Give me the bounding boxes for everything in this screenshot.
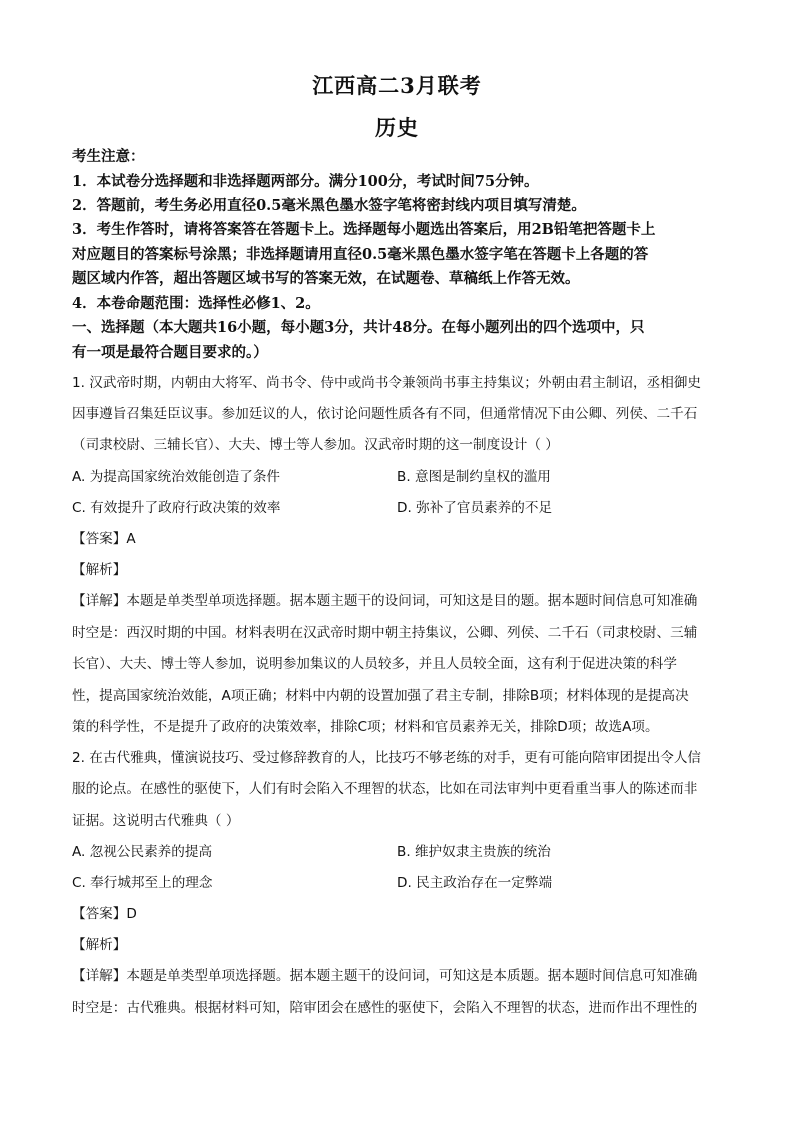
section-heading: 一、选择题（本大题共16小题，每小题3分，共计48分。在每小题列出的四个选项中，只 [72,319,645,336]
analysis-label: 【解析】 [72,937,127,953]
question-stem: 2. 在古代雅典，懂演说技巧、受过修辞教育的人，比技巧不够老练的对手，更有可能向陪审团提出令人信 [72,750,702,766]
question-stem: 因事遵旨召集廷臣议事。参加廷议的人，依讨论问题性质各有不同，但通常情况下由公卿、列侯、二千石 [72,406,698,422]
detail-line: 【详解】本题是单类型单项选择题。据本题主题干的设问词，可知这是本质题。据本题时间信息可知准确 [72,968,698,984]
notice-line: 1．本试卷分选择题和非选择题两部分。满分100分，考试时间75分钟。 [72,173,539,190]
option-c: C. 奉行城邦至上的理念 [72,875,213,891]
option-a: A. 为提高国家统治效能创造了条件 [72,469,281,485]
notice-line: 对应题目的答案标号涂黑；非选择题请用直径0.5毫米黑色墨水签字笔在答题卡上各题的答 [72,246,649,263]
exam-title: 江西高二3月联考 [312,73,482,98]
option-d: D. 民主政治存在一定弊端 [397,875,553,891]
notice-line: 3．考生作答时，请将答案答在答题卡上。选择题每小题选出答案后，用2B铅笔把答题卡上 [72,221,656,238]
option-b: B. 意图是制约皇权的滥用 [397,469,551,485]
option-d: D. 弥补了官员素养的不足 [397,500,553,516]
detail-line: 时空是：西汉时期的中国。材料表明在汉武帝时期中朝主持集议，公卿、列侯、二千石（司隶校尉、三辅 [72,625,698,641]
notice-heading: 考生注意： [72,148,145,165]
section-heading: 有一项是最符合题目要求的。） [72,344,268,361]
question-stem: （司隶校尉、三辅长官）、大夫、博士等人参加。汉武帝时期的这一制度设计（ ） [72,437,559,453]
option-c: C. 有效提升了政府行政决策的效率 [72,500,281,516]
answer-label: 【答案】A [72,531,136,547]
question-stem: 1. 汉武帝时期，内朝由大将军、尚书令、侍中或尚书令兼领尚书事主持集议；外朝由君主制诏，丞相御史 [72,375,702,391]
detail-line: 时空是：古代雅典。根据材料可知，陪审团会在感性的驱使下，会陷入不理智的状态，进而作出不理性的 [72,1000,698,1016]
question-stem: 服的论点。在感性的驱使下，人们有时会陷入不理智的状态，比如在司法审判中更看重当事人的陈述而非 [72,781,698,797]
option-a: A. 忽视公民素养的提高 [72,844,213,860]
detail-line: 策的科学性，不是提升了政府的决策效率，排除C项；材料和官员素养无关，排除D项；故选A项。 [72,719,659,735]
detail-line: 性，提高国家统治效能，A项正确；材料中内朝的设置加强了君主专制，排除B项；材料体现的是提高决 [72,688,689,704]
analysis-label: 【解析】 [72,562,127,578]
notice-line: 2．答题前，考生务必用直径0.5毫米黑色墨水签字笔将密封线内项目填写清楚。 [72,197,586,214]
detail-line: 【详解】本题是单类型单项选择题。据本题主题干的设问词，可知这是目的题。据本题时间信息可知准确 [72,593,698,609]
detail-line: 长官）、大夫、博士等人参加，说明参加集议的人员较多，并且人员较全面，这有利于促进决策的科学 [72,656,677,672]
option-b: B. 维护奴隶主贵族的统治 [397,844,551,860]
subject-title: 历史 [375,115,419,140]
question-stem: 证据。这说明古代雅典（ ） [72,813,240,829]
notice-line: 4．本卷命题范围：选择性必修1、2。 [72,295,320,312]
notice-line: 题区域内作答，超出答题区域书写的答案无效，在试题卷、草稿纸上作答无效。 [72,270,580,287]
answer-label: 【答案】D [72,906,137,922]
